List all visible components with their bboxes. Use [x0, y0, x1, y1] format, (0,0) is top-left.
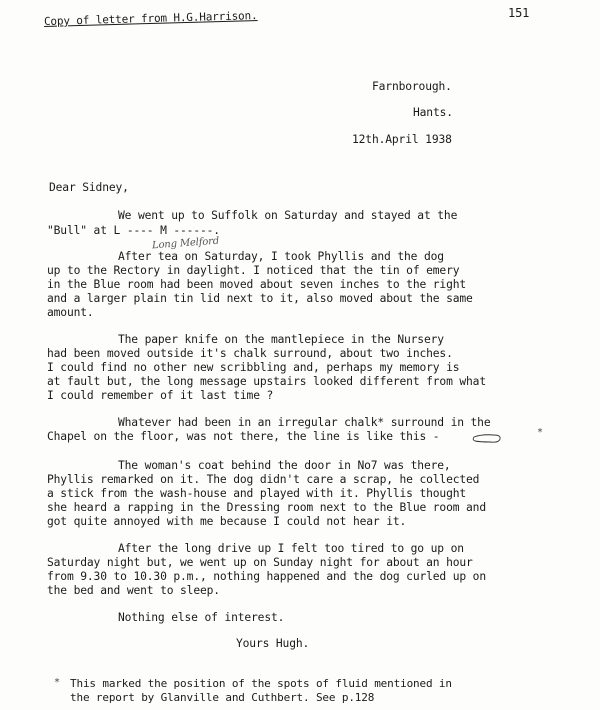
salutation: Dear Sidney,	[49, 181, 129, 194]
para2-line: and a larger plain tin lid next to it, also moved about the same	[47, 292, 473, 305]
para5-line: she heard a rapping in the Dressing room next to the Blue room and	[47, 501, 486, 514]
para3-line: The paper knife on the mantlepiece in the Nursery	[118, 333, 444, 346]
closing-line: Nothing else of interest.	[118, 611, 285, 624]
para3-line: I could find no other new scribbling and, perhaps my memory is	[47, 361, 460, 374]
para3-line: had been moved outside it's chalk surround, about two inches.	[47, 347, 453, 360]
chalk-outline-sketch	[472, 433, 502, 444]
para6-line: Saturday night but, we went up on Sunday night for about an hour	[47, 556, 473, 569]
margin-asterisk: *	[537, 427, 543, 438]
para4-line: Whatever had been in an irregular chalk* surround in the	[118, 416, 491, 429]
signature: Yours Hugh.	[236, 637, 310, 650]
para2-line: amount.	[47, 306, 94, 319]
footnote-line: the report by Glanville and Cuthbert. See p.128	[70, 691, 375, 704]
para5-line: Phyllis remarked on it. The dog didn't care a scrap, he collected	[47, 473, 480, 486]
para6-line: the bed and went to sleep.	[47, 584, 220, 597]
handwritten-note: Long Melford	[151, 235, 220, 252]
para5-line: got quite annoyed with me because I could not hear it.	[47, 515, 407, 528]
para1-line: We went up to Suffolk on Saturday and stayed at the	[118, 209, 458, 222]
para1-line: "Bull" at L ---- M ------.	[47, 224, 220, 237]
letter-date: 12th.April 1938	[352, 133, 452, 146]
para4-line: Chapel on the floor, was not there, the line is like this -	[47, 430, 440, 443]
para6-line: After the long drive up I felt too tired to go up on	[118, 542, 464, 555]
footnote-line: This marked the position of the spots of fluid mentioned in	[70, 677, 452, 690]
para3-line: I could remember of it last time ?	[47, 389, 274, 402]
para2-line: in the Blue room had been moved about seven inches to the right	[47, 278, 467, 291]
para5-line: The woman's coat behind the door in No7 was there,	[118, 459, 451, 472]
para2-line: up to the Rectory in daylight. I noticed that the tin of emery	[47, 264, 460, 277]
para6-line: from 9.30 to 10.30 p.m., nothing happened and the dog curled up on	[47, 570, 486, 583]
address-county: Hants.	[413, 106, 453, 119]
page-number: 151	[508, 6, 530, 20]
letter-heading: Copy of letter from H.G.Harrison.	[43, 9, 258, 28]
para2-line: After tea on Saturday, I took Phyllis and the dog	[118, 250, 444, 263]
para5-line: a stick from the wash-house and played with it. Phyllis thought	[47, 487, 467, 500]
para3-line: at fault but, the long message upstairs looked different from what	[47, 375, 486, 388]
address-town: Farnborough.	[372, 80, 452, 93]
footnote-marker: *	[54, 677, 60, 688]
